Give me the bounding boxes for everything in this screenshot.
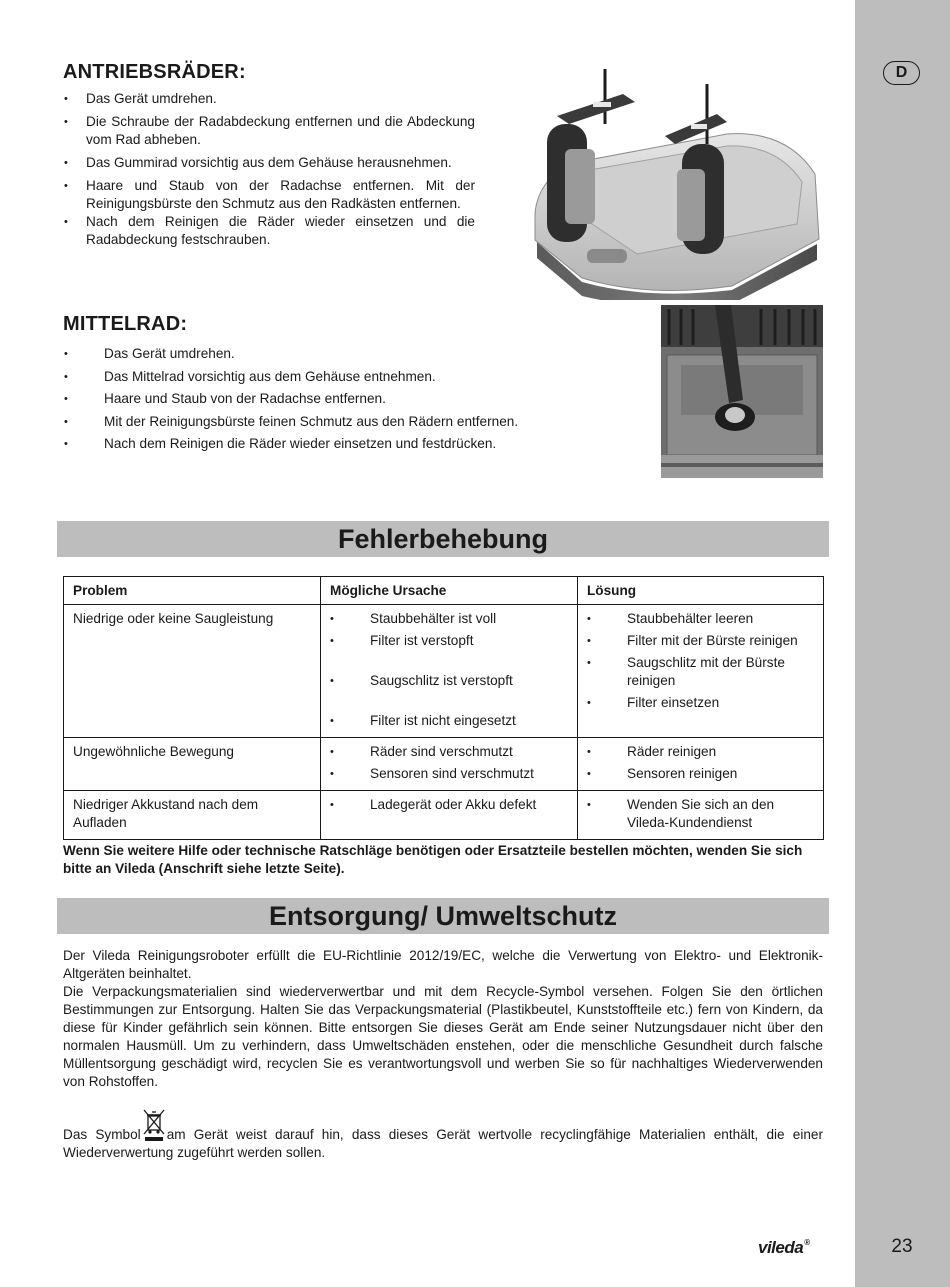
solution-cell xyxy=(578,738,824,791)
problem-cell: Niedriger Akkustand nach dem Aufladen xyxy=(64,791,321,840)
list-item: • Haare und Staub von der Radachse entfernen. Mit der Reinigungsbürste den Schmutz aus den Radkästen entfernen. xyxy=(64,177,475,213)
logo-registered-mark: ® xyxy=(804,1238,810,1247)
crossed-out-wheelie-bin-icon xyxy=(142,1108,166,1142)
vileda-logo xyxy=(758,1238,810,1258)
cause-item: • Saugschlitz ist verstopft xyxy=(330,672,568,690)
list-item: • Das Gerät umdrehen. xyxy=(64,90,475,108)
header-problem: Problem xyxy=(64,577,321,605)
solution-item: • Sensoren reinigen xyxy=(587,765,814,783)
side-bar xyxy=(855,0,950,1287)
troubleshooting-banner: Fehlerbehebung xyxy=(57,521,829,557)
solution-item: • Saugschlitz mit der Bürste reinigen xyxy=(587,654,814,690)
disposal-paragraph-symbol xyxy=(63,1108,823,1162)
cause-item: • Filter ist nicht eingesetzt xyxy=(330,712,568,730)
list-item: • Haare und Staub von der Radachse entfernen. xyxy=(64,390,624,408)
header-solution: Lösung xyxy=(578,577,824,605)
solution-cell xyxy=(578,605,824,738)
list-item: • Nach dem Reinigen die Räder wieder einsetzen und festdrücken. xyxy=(64,435,624,453)
support-note: Wenn Sie weitere Hilfe oder technische Ratschläge benötigen oder Ersatzteile bestellen möchten, wenden Sie sich bitte an Vileda (Anschrift siehe letzte Seite). xyxy=(63,843,803,876)
center-wheel-steps xyxy=(64,345,624,458)
drive-wheels-steps xyxy=(64,90,475,254)
cause-item: • Filter ist verstopft xyxy=(330,632,568,650)
center-wheel-photo xyxy=(661,305,823,478)
table-row xyxy=(64,605,824,738)
symbol-text-before: Das Symbol xyxy=(63,1127,141,1142)
disposal-paragraph-packaging: Die Verpackungsmaterialien sind wiederverwertbar und mit dem Recycle-Symbol versehen. Folgen Sie den örtlichen Bestimmungen zur Entsorgung. Halten Sie das Verpackungsmaterial (Plastikbeutel, Kunststoffteile etc.) fern von Kindern, da diese für Kinder gefährlich sein können. Bitte entsorgen Sie dieses Gerät am Ende seiner Nutzungsdauer nicht über den normalen Hausmüll. Um zu verhindern, dass Umweltschäden enstehen, oder die menschliche Gesundheit durch falsche Müllentsorgung geschädigt wird, recyclen Sie es verantwortungsvoll und werben Sie so für nachhaltiges Wiederverwenden von Rohstoffen. xyxy=(63,984,823,1089)
header-cause: Mögliche Ursache xyxy=(321,577,578,605)
solution-item: • Räder reinigen xyxy=(587,743,814,761)
solution-item: • Filter mit der Bürste reinigen xyxy=(587,632,814,650)
language-badge: D xyxy=(883,61,920,85)
problem-cell: Ungewöhnliche Bewegung xyxy=(64,738,321,791)
cause-cell xyxy=(321,605,578,738)
solution-item: • Wenden Sie sich an den Vileda-Kundendienst xyxy=(587,796,814,832)
list-item: • Das Gummirad vorsichtig aus dem Gehäuse herausnehmen. xyxy=(64,154,475,172)
cause-cell xyxy=(321,738,578,791)
table-row xyxy=(64,791,824,840)
cause-item: • Räder sind verschmutzt xyxy=(330,743,568,761)
list-item: • Das Gerät umdrehen. xyxy=(64,345,624,363)
table-header-row xyxy=(64,577,824,605)
troubleshooting-table xyxy=(63,576,824,840)
disposal-banner: Entsorgung/ Umweltschutz xyxy=(57,898,829,934)
problem-cell: Niedrige oder keine Saugleistung xyxy=(64,605,321,738)
list-item: • Das Mittelrad vorsichtig aus dem Gehäuse entnehmen. xyxy=(64,368,624,386)
center-wheel-heading: MITTELRAD: xyxy=(63,313,188,335)
cause-item: • Ladegerät oder Akku defekt xyxy=(330,796,568,814)
cause-item: • Staubbehälter ist voll xyxy=(330,610,568,628)
drive-wheels-photo xyxy=(527,64,827,300)
solution-cell xyxy=(578,791,824,840)
drive-wheels-heading: ANTRIEBSRÄDER: xyxy=(63,61,246,83)
solution-item: • Staubbehälter leeren xyxy=(587,610,814,628)
list-item: • Mit der Reinigungsbürste feinen Schmutz aus den Rädern entfernen. xyxy=(64,413,624,431)
list-item: • Die Schraube der Radabdeckung entfernen und die Abdeckung vom Rad abheben. xyxy=(64,113,475,149)
table-row xyxy=(64,738,824,791)
list-item: • Nach dem Reinigen die Räder wieder einsetzen und die Radabdeckung festschrauben. xyxy=(64,213,475,249)
cause-cell xyxy=(321,791,578,840)
solution-item: • Filter einsetzen xyxy=(587,694,814,712)
logo-brand: vileda xyxy=(758,1238,804,1257)
symbol-text-after: am Gerät weist darauf hin, dass dieses Gerät wertvolle recyclingfähige Materialien enthält, die einer Wiederverwertung zugeführt werden sollen. xyxy=(63,1127,824,1160)
page-number: 23 xyxy=(891,1236,913,1257)
disposal-paragraph-directive: Der Vileda Reinigungsroboter erfüllt die EU-Richtlinie 2012/19/EC, welche die Verwertung von Elektro- und Elektronik-Altgeräten beinhaltet. xyxy=(63,948,823,981)
cause-item: • Sensoren sind verschmutzt xyxy=(330,765,568,783)
